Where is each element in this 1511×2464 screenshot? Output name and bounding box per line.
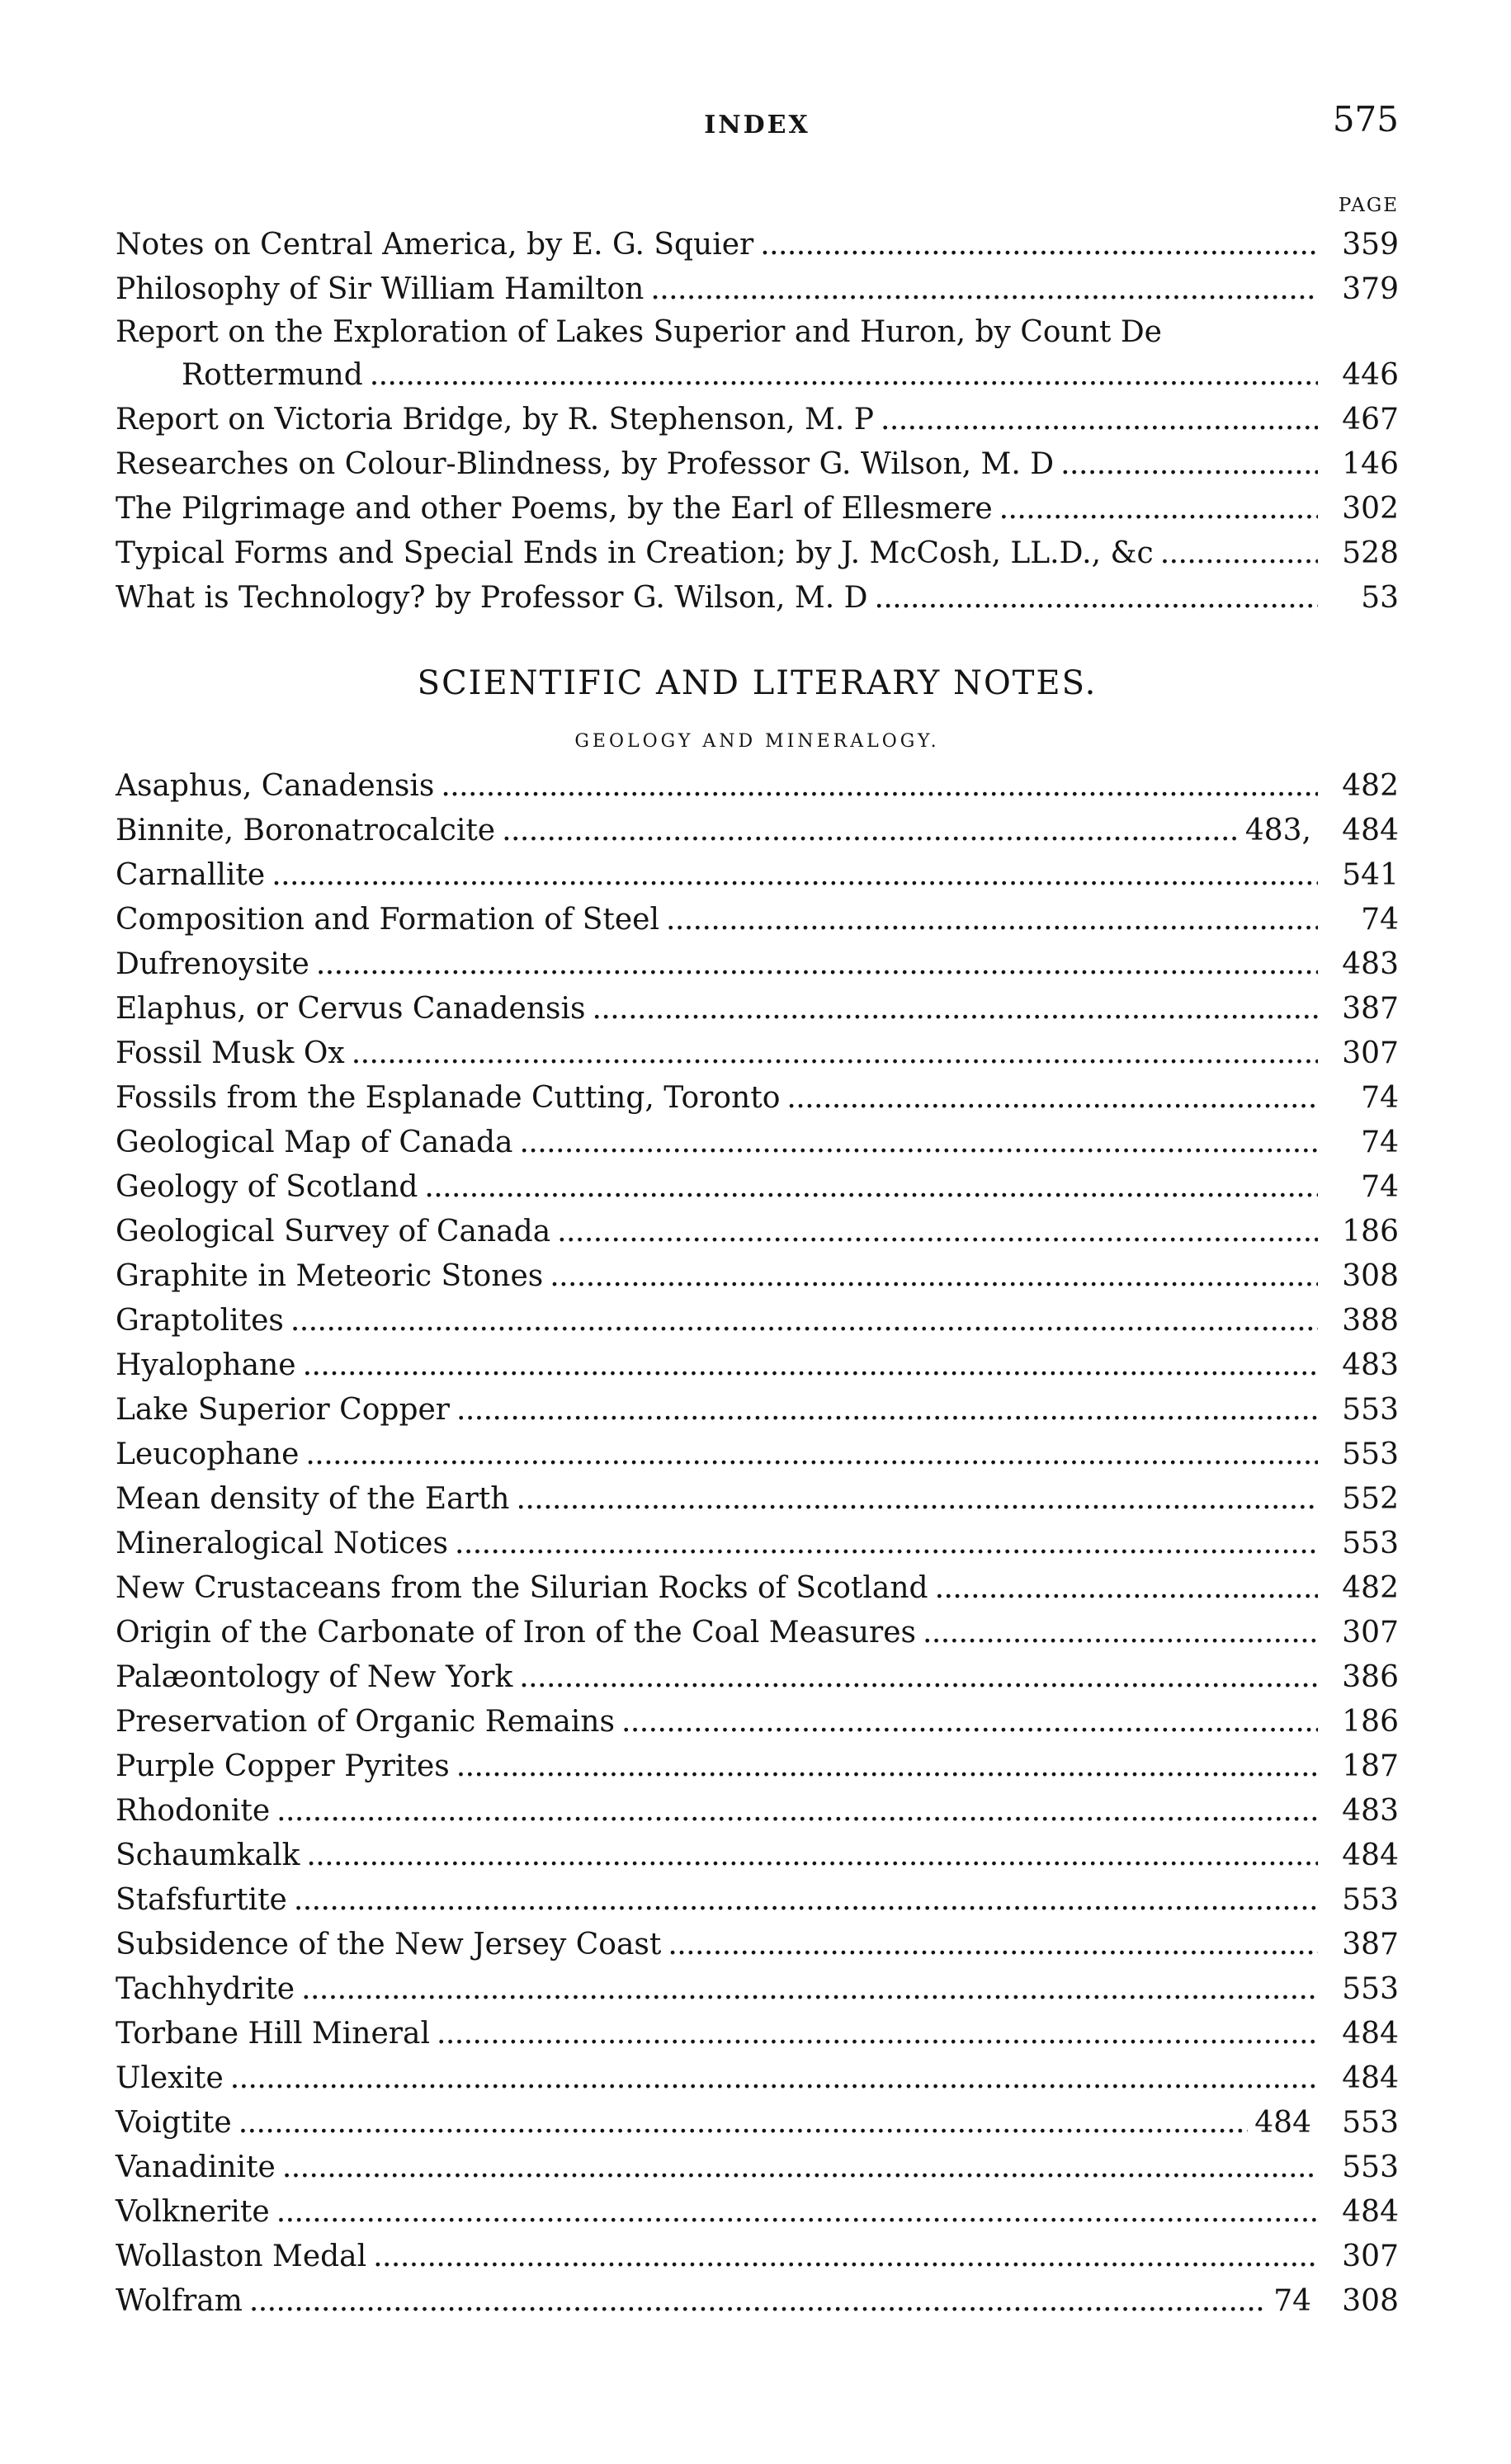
index-entry bbox=[116, 1789, 1399, 1834]
entry-page: 359 bbox=[1342, 228, 1399, 262]
index-entry bbox=[116, 987, 1399, 1031]
dot-leader bbox=[874, 576, 1318, 621]
dot-leader bbox=[303, 1343, 1318, 1388]
index-entry bbox=[116, 1477, 1399, 1522]
entry-page: 307 bbox=[1342, 2240, 1399, 2273]
entry-title: Typical Forms and Special Ends in Creation; by J. McCosh, LL.D., &c bbox=[116, 536, 1154, 570]
dot-leader bbox=[935, 1566, 1318, 1611]
dot-leader bbox=[305, 1433, 1318, 1477]
entry-title: What is Technology? by Professor G. Wilson, M. D bbox=[116, 581, 868, 615]
dot-leader bbox=[424, 1165, 1318, 1210]
entry-title: Preservation of Organic Remains bbox=[116, 1705, 615, 1739]
dot-leader bbox=[306, 1834, 1318, 1878]
entry-title: Palæontology of New York bbox=[116, 1660, 513, 1694]
entry-page: 552 bbox=[1342, 1482, 1399, 1516]
entry-page: 484 bbox=[1342, 1839, 1399, 1872]
index-entry bbox=[116, 1700, 1399, 1744]
entry-page: 386 bbox=[1342, 1660, 1399, 1694]
entry-page: 553 bbox=[1342, 1972, 1399, 2006]
entry-page: 53 bbox=[1361, 581, 1399, 615]
dot-leader bbox=[370, 353, 1318, 398]
index-entry bbox=[116, 809, 1399, 853]
dot-leader bbox=[441, 764, 1318, 809]
entry-page: 74 bbox=[1361, 1081, 1399, 1115]
entry-title: Fossils from the Esplanade Cutting, Toronto bbox=[116, 1081, 781, 1115]
dot-leader bbox=[668, 1923, 1318, 1967]
subsection-heading: GEOLOGY AND MINERALOGY. bbox=[574, 731, 940, 752]
entry-title: Stafsfurtite bbox=[116, 1883, 287, 1917]
entry-page: 387 bbox=[1342, 1928, 1399, 1961]
dot-leader bbox=[519, 1655, 1318, 1700]
dot-leader bbox=[923, 1611, 1318, 1655]
entry-title: Lake Superior Copper bbox=[116, 1393, 450, 1427]
dot-leader bbox=[786, 1076, 1318, 1121]
index-entry bbox=[116, 1031, 1399, 1076]
page-number: 575 bbox=[1332, 99, 1399, 139]
dot-leader bbox=[519, 1121, 1318, 1165]
entry-title: Rhodonite bbox=[116, 1794, 271, 1828]
section-heading: SCIENTIFIC AND LITERARY NOTES. bbox=[417, 664, 1098, 702]
entry-page: 186 bbox=[1342, 1705, 1399, 1739]
entry-page: 484 bbox=[1342, 2017, 1399, 2051]
dot-leader bbox=[760, 223, 1318, 267]
dot-leader bbox=[249, 2279, 1267, 2324]
entry-page: 186 bbox=[1342, 1215, 1399, 1249]
entry-extra-page: 74 bbox=[1273, 2284, 1311, 2318]
entry-page: 74 bbox=[1361, 1126, 1399, 1159]
index-entry bbox=[116, 1522, 1399, 1566]
index-entry bbox=[116, 487, 1399, 531]
dot-leader bbox=[282, 2145, 1318, 2190]
entry-page: 553 bbox=[1342, 1883, 1399, 1917]
entry-page: 483 bbox=[1342, 947, 1399, 981]
dot-leader bbox=[1060, 442, 1318, 487]
index-entry bbox=[116, 2101, 1399, 2145]
index-entry bbox=[116, 898, 1399, 942]
entry-title: Composition and Formation of Steel bbox=[116, 903, 659, 937]
dot-leader bbox=[301, 1967, 1318, 2012]
index-entry bbox=[116, 1611, 1399, 1655]
index-entry bbox=[116, 1967, 1399, 2012]
entry-page: 483 bbox=[1342, 1794, 1399, 1828]
entry-title: Fossil Musk Ox bbox=[116, 1036, 345, 1070]
page-column-label: PAGE bbox=[1338, 195, 1399, 216]
entry-page: 482 bbox=[1342, 769, 1399, 803]
entry-extra-page: 483, bbox=[1244, 814, 1311, 847]
entry-title: Subsidence of the New Jersey Coast bbox=[116, 1928, 662, 1961]
entry-title: Volknerite bbox=[116, 2195, 270, 2229]
entry-title: Ulexite bbox=[116, 2061, 224, 2095]
dot-leader bbox=[230, 2056, 1318, 2101]
entry-page: 302 bbox=[1342, 492, 1399, 526]
dot-leader bbox=[650, 267, 1318, 312]
index-entry bbox=[116, 1076, 1399, 1121]
index-entry bbox=[116, 1433, 1399, 1477]
entry-title: Asaphus, Canadensis bbox=[116, 769, 435, 803]
index-entry bbox=[116, 531, 1399, 576]
dot-leader bbox=[999, 487, 1318, 531]
index-page bbox=[116, 99, 1399, 2324]
index-entry bbox=[116, 2012, 1399, 2056]
index-entry bbox=[116, 576, 1399, 621]
dot-leader bbox=[373, 2235, 1318, 2279]
entry-title: The Pilgrimage and other Poems, by the Earl of Ellesmere bbox=[116, 492, 993, 526]
dot-leader bbox=[502, 809, 1239, 853]
entry-title: New Crustaceans from the Silurian Rocks of Scotland bbox=[116, 1571, 928, 1605]
dot-leader bbox=[593, 987, 1318, 1031]
entry-title: Researches on Colour-Blindness, by Professor G. Wilson, M. D bbox=[116, 447, 1055, 481]
index-entry bbox=[116, 1254, 1399, 1299]
index-entry bbox=[116, 398, 1399, 442]
entry-title: Vanadinite bbox=[116, 2150, 276, 2184]
entry-page: 553 bbox=[1342, 2106, 1399, 2140]
index-entry bbox=[116, 1165, 1399, 1210]
entry-page: 553 bbox=[1342, 2150, 1399, 2184]
entry-title: Wollaston Medal bbox=[116, 2240, 367, 2273]
entry-title: Tachhydrite bbox=[116, 1972, 295, 2006]
index-entry bbox=[116, 1210, 1399, 1254]
index-entry bbox=[116, 1744, 1399, 1789]
entry-page: 541 bbox=[1342, 858, 1399, 892]
entry-title: Report on Victoria Bridge, by R. Stephenson, M. P bbox=[116, 403, 874, 437]
index-entry bbox=[116, 2279, 1399, 2324]
entry-page: 553 bbox=[1342, 1437, 1399, 1471]
entry-title: Geology of Scotland bbox=[116, 1170, 418, 1204]
dot-leader bbox=[666, 898, 1318, 942]
entry-title: Dufrenoysite bbox=[116, 947, 309, 981]
dot-leader bbox=[290, 1299, 1318, 1343]
index-entry bbox=[116, 1121, 1399, 1165]
dot-leader bbox=[316, 942, 1318, 987]
articles-list bbox=[116, 223, 1399, 621]
dot-leader bbox=[276, 2190, 1318, 2235]
dot-leader bbox=[557, 1210, 1318, 1254]
entry-page: 308 bbox=[1342, 1259, 1399, 1293]
entry-page: 484 bbox=[1342, 2061, 1399, 2095]
entry-title: Binnite, Boronatrocalcite bbox=[116, 814, 496, 847]
dot-leader bbox=[550, 1254, 1318, 1299]
entry-title: Mean density of the Earth bbox=[116, 1482, 510, 1516]
entry-title: Rottermund bbox=[182, 358, 363, 392]
index-entry bbox=[116, 1388, 1399, 1433]
notes-list bbox=[116, 764, 1399, 2324]
index-entry bbox=[116, 267, 1399, 312]
entry-title: Report on the Exploration of Lakes Superior and Huron, by Count De bbox=[116, 315, 1162, 349]
entry-page: 74 bbox=[1361, 1170, 1399, 1204]
entry-title: Leucophane bbox=[116, 1437, 300, 1471]
entry-title: Wolfram bbox=[116, 2284, 243, 2318]
entry-page: 446 bbox=[1342, 358, 1399, 392]
entry-title: Purple Copper Pyrites bbox=[116, 1749, 450, 1783]
index-entry bbox=[116, 1834, 1399, 1878]
entry-page: 187 bbox=[1342, 1749, 1399, 1783]
dot-leader bbox=[1160, 531, 1318, 576]
entry-page: 553 bbox=[1342, 1393, 1399, 1427]
dot-leader bbox=[352, 1031, 1318, 1076]
dot-leader bbox=[238, 2101, 1249, 2145]
index-entry bbox=[116, 312, 1399, 353]
entry-page: 528 bbox=[1342, 536, 1399, 570]
entry-page: 308 bbox=[1342, 2284, 1399, 2318]
entry-title: Elaphus, or Cervus Canadensis bbox=[116, 992, 586, 1026]
entry-title: Origin of the Carbonate of Iron of the Coal Measures bbox=[116, 1616, 916, 1650]
running-head bbox=[116, 99, 1399, 149]
entry-page: 484 bbox=[1342, 814, 1399, 847]
entry-title: Carnallite bbox=[116, 858, 266, 892]
entry-title: Mineralogical Notices bbox=[116, 1527, 448, 1560]
index-entry bbox=[116, 1343, 1399, 1388]
index-entry bbox=[116, 1299, 1399, 1343]
entry-page: 467 bbox=[1342, 403, 1399, 437]
dot-leader bbox=[456, 1388, 1318, 1433]
index-entry bbox=[116, 1878, 1399, 1923]
index-entry bbox=[116, 2190, 1399, 2235]
entry-extra-page: 484 bbox=[1254, 2106, 1311, 2140]
dot-leader bbox=[437, 2012, 1318, 2056]
entry-title: Hyalophane bbox=[116, 1348, 296, 1382]
entry-title: Voigtite bbox=[116, 2106, 232, 2140]
index-entry bbox=[116, 1655, 1399, 1700]
entry-title: Philosophy of Sir William Hamilton bbox=[116, 272, 645, 306]
dot-leader bbox=[276, 1789, 1318, 1834]
index-entry bbox=[116, 853, 1399, 898]
dot-leader bbox=[621, 1700, 1318, 1744]
index-entry bbox=[116, 2145, 1399, 2190]
entry-page: 387 bbox=[1342, 992, 1399, 1026]
index-entry bbox=[116, 353, 1399, 398]
dot-leader bbox=[272, 853, 1318, 898]
entry-title: Geological Map of Canada bbox=[116, 1126, 513, 1159]
dot-leader bbox=[456, 1744, 1318, 1789]
entry-page: 484 bbox=[1342, 2195, 1399, 2229]
entry-page: 483 bbox=[1342, 1348, 1399, 1382]
entry-title: Schaumkalk bbox=[116, 1839, 300, 1872]
entry-title: Notes on Central America, by E. G. Squier bbox=[116, 228, 754, 262]
entry-page: 307 bbox=[1342, 1036, 1399, 1070]
entry-title: Torbane Hill Mineral bbox=[116, 2017, 430, 2051]
index-entry bbox=[116, 1923, 1399, 1967]
entry-page: 146 bbox=[1342, 447, 1399, 481]
index-entry bbox=[116, 2056, 1399, 2101]
index-entry bbox=[116, 442, 1399, 487]
entry-page: 307 bbox=[1342, 1616, 1399, 1650]
entry-page: 553 bbox=[1342, 1527, 1399, 1560]
entry-page: 74 bbox=[1361, 903, 1399, 937]
index-entry bbox=[116, 223, 1399, 267]
dot-leader bbox=[516, 1477, 1318, 1522]
index-entry bbox=[116, 1566, 1399, 1611]
index-entry bbox=[116, 764, 1399, 809]
entry-page: 482 bbox=[1342, 1571, 1399, 1605]
entry-title: Graptolites bbox=[116, 1304, 284, 1338]
index-entry bbox=[116, 2235, 1399, 2279]
entry-page: 379 bbox=[1342, 272, 1399, 306]
entry-title: Geological Survey of Canada bbox=[116, 1215, 551, 1249]
index-entry bbox=[116, 942, 1399, 987]
entry-page: 388 bbox=[1342, 1304, 1399, 1338]
dot-leader bbox=[881, 398, 1318, 442]
dot-leader bbox=[455, 1522, 1318, 1566]
dot-leader bbox=[294, 1878, 1318, 1923]
running-title: INDEX bbox=[704, 111, 810, 139]
entry-title: Graphite in Meteoric Stones bbox=[116, 1259, 544, 1293]
